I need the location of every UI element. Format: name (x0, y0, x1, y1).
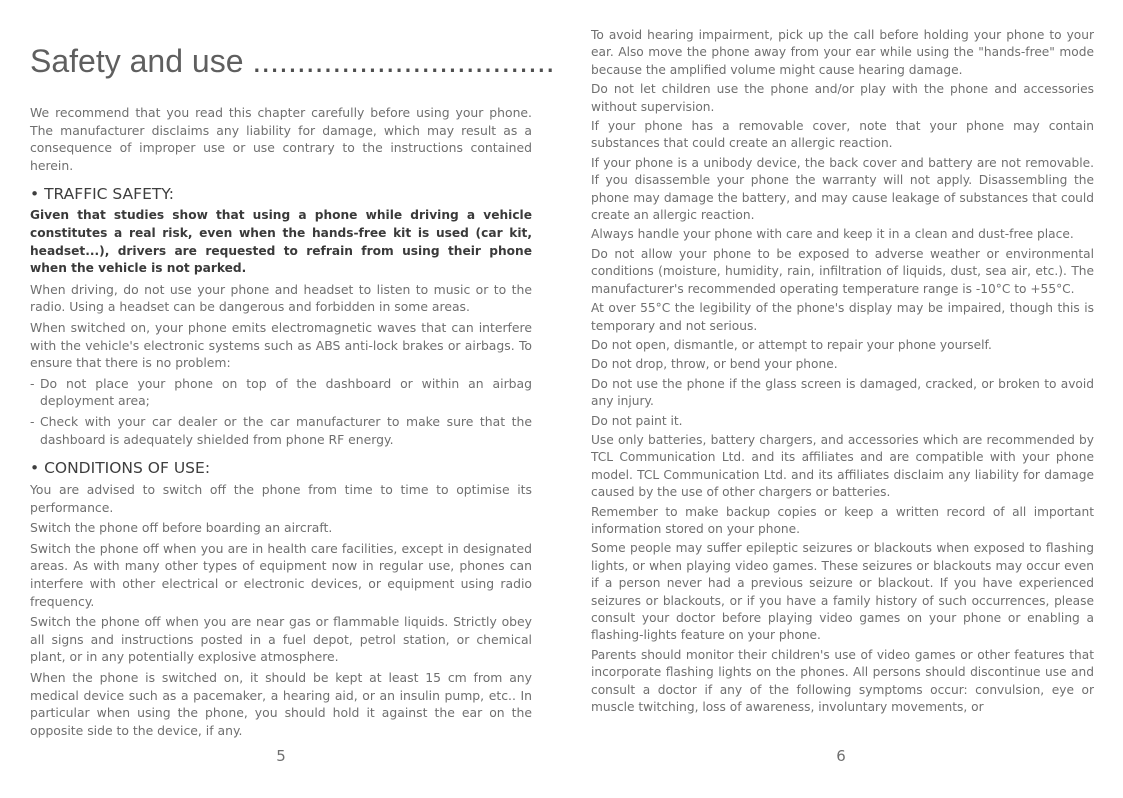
page-number: 5 (276, 747, 286, 765)
conditions-paragraph: When the phone is switched on, it should be kept at least 15 cm from any medical device such as a pacemaker, a hearing aid, or an insulin pump, etc.. In particular when using the phone, you should hold it against the ear on the opposite side to the device, if any. (30, 670, 532, 738)
left-page (0, 0, 561, 798)
right-column (591, 27, 1094, 718)
safety-paragraph: At over 55°C the legibility of the phone's display may be impaired, though this is temporary and not serious. (591, 301, 1094, 333)
page-title (30, 40, 555, 82)
intro-paragraph: We recommend that you read this chapter carefully before using your phone. The manufacturer disclaims any liability for damage, which may result as a consequence of improper use or use contrary to the instructions contained herein. (30, 105, 532, 173)
safety-paragraph: If your phone has a removable cover, note that your phone may contain substances that could create an allergic reaction. (591, 119, 1094, 151)
traffic-paragraph: When driving, do not use your phone and headset to listen to music or to the radio. Using a headset can be dangerous and forbidden in some areas. (30, 281, 532, 315)
safety-paragraph: Remember to make backup copies or keep a written record of all important information stored on your phone. (591, 504, 1094, 536)
safety-paragraph: To avoid hearing impairment, pick up the call before holding your phone to your ear. Also move the phone away from your ear while using the "hands-free" mode because the amplified volume might cause hearing damage. (591, 28, 1094, 77)
safety-paragraph: Do not let children use the phone and/or play with the phone and accessories without supervision. (591, 82, 1094, 114)
title-text: Safety and use (30, 43, 244, 79)
conditions-paragraph: Switch the phone off when you are near gas or flammable liquids. Strictly obey all signs and instructions posted in a fuel depot, petrol station, or chemical plant, or in any potentially explosive atmosphere. (30, 614, 532, 665)
page-number: 6 (836, 747, 846, 765)
list-item-text: Check with your car dealer or the car manufacturer to make sure that the dashboard is adequately shielded from phone RF energy. (40, 413, 532, 447)
conditions-paragraph: Switch the phone off before boarding an aircraft. (30, 520, 333, 536)
title-dots: .................................. (252, 43, 555, 79)
traffic-safety-heading: • TRAFFIC SAFETY: (30, 185, 174, 204)
conditions-paragraph: You are advised to switch off the phone from time to time to optimise its performance. (30, 482, 532, 515)
safety-paragraph: Do not allow your phone to be exposed to adverse weather or environmental conditions (moisture, humidity, rain, infiltration of liquids, dust, sea air, etc.). The manufacturer's recommended operating temperature range is -10°C to +55°C. (591, 246, 1094, 296)
list-item-text: Do not place your phone on top of the dashboard or within an airbag deployment area; (40, 375, 532, 409)
safety-paragraph: Some people may suffer epileptic seizures or blackouts when exposed to flashing lights, or when playing video games. These seizures or blackouts may occur even if a person never had a previous seizure or blackout. If you have experienced seizures or blackouts, or if you have a family history of such occurrences, please consult your doctor before playing video games on your phone or enabling a flashing-lights feature on your phone. (591, 541, 1094, 643)
safety-paragraph: If your phone is a unibody device, the back cover and battery are not removable. If you disassemble your phone the warranty will not apply. Disassembling the phone may damage the battery, and may cause leakage of substances that could create an allergic reaction. (591, 155, 1094, 223)
conditions-paragraph: Switch the phone off when you are in health care facilities, except in designated areas. As with many other types of equipment now in regular use, phones can interfere with other electrical or electronic devices, or equipment using radio frequency. (30, 540, 532, 609)
safety-paragraph: Do not use the phone if the glass screen is damaged, cracked, or broken to avoid any injury. (591, 376, 1094, 409)
left-column (30, 104, 532, 742)
dash-bullet: - (30, 413, 35, 429)
safety-paragraph: Do not paint it. (591, 413, 683, 428)
safety-paragraph: Always handle your phone with care and keep it in a clean and dust-free place. (591, 227, 1074, 242)
traffic-paragraph: When switched on, your phone emits electromagnetic waves that can interfere with the vehicle's electronic systems such as ABS anti-lock brakes or airbags. To ensure that there is no problem: (30, 319, 532, 371)
safety-paragraph: Parents should monitor their children's use of video games or other features that incorporate flashing lights on the phones. All persons should discontinue use and consult a doctor if any of the following symptoms occur: convulsion, eye or muscle twitching, loss of awareness, involuntary movements, or (591, 647, 1094, 715)
safety-paragraph: Do not drop, throw, or bend your phone. (591, 357, 838, 372)
traffic-list-item (30, 413, 532, 448)
traffic-warning-bold: Given that studies show that using a phone while driving a vehicle constitutes a real risk, even when the hands-free kit is used (car kit, headset...), drivers are requested to refrain from using their phone when the vehicle is not parked. (30, 208, 532, 276)
dash-bullet: - (30, 375, 35, 391)
traffic-list-item (30, 375, 532, 410)
safety-paragraph: Do not open, dismantle, or attempt to repair your phone yourself. (591, 337, 992, 352)
conditions-of-use-heading: • CONDITIONS OF USE: (30, 459, 211, 478)
safety-paragraph: Use only batteries, battery chargers, and accessories which are recommended by TCL Communication Ltd. and its affiliates and are compatible with your phone model. TCL Communication Ltd. and its affiliates disclaim any liability for damage caused by the use of other chargers or batteries. (591, 432, 1094, 500)
right-page (561, 0, 1123, 798)
